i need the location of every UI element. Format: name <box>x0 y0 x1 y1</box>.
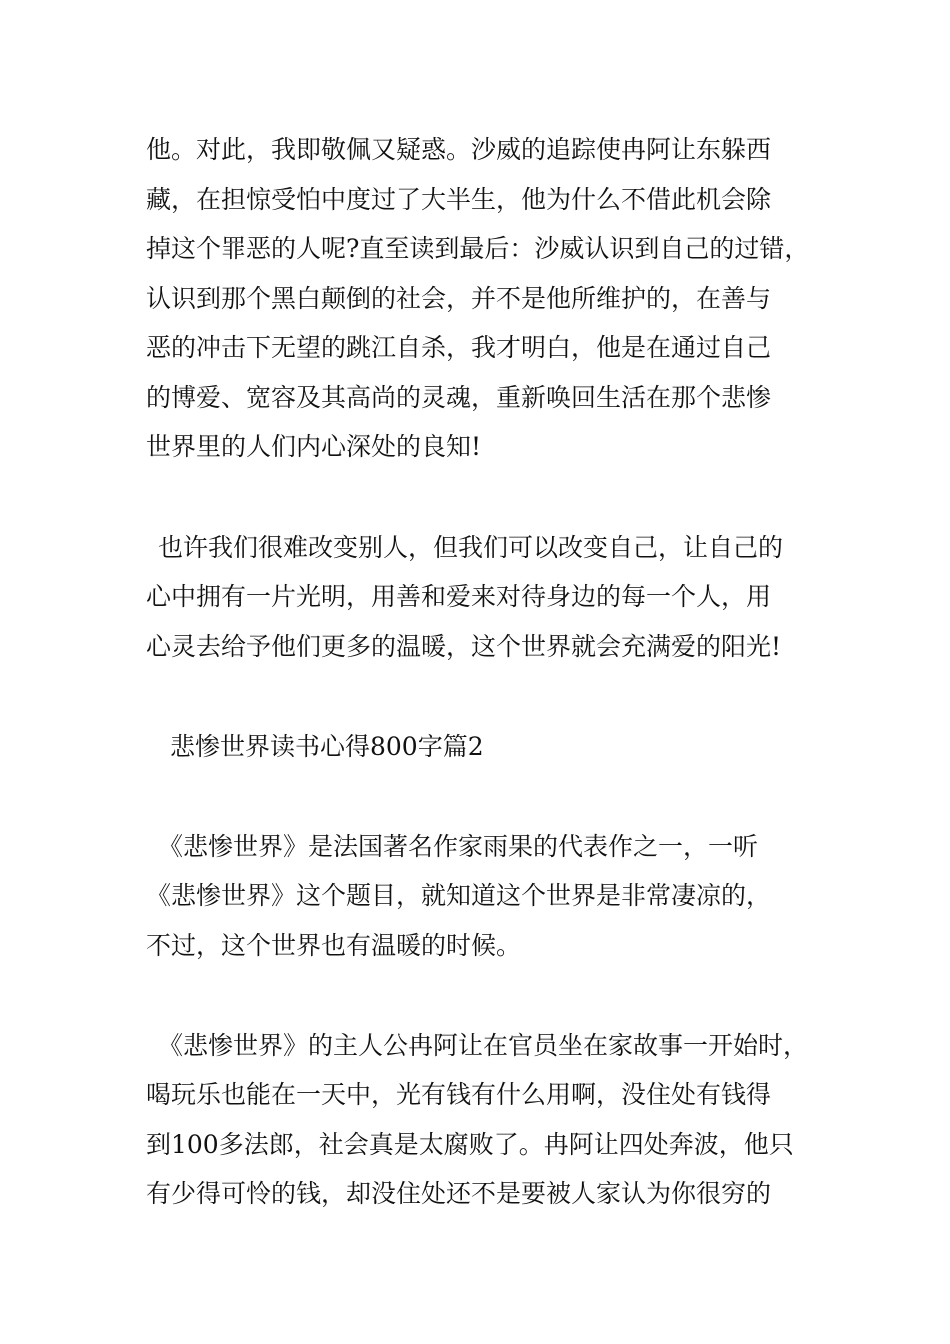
text-line: 心中拥有一片光明，用善和爱来对待身边的每一个人，用 <box>146 582 772 611</box>
text-line: 喝玩乐也能在一天中，光有钱有什么用啊，没住处有钱得 <box>146 1080 772 1109</box>
text-line: 有少得可怜的钱，却没住处还不是要被人家认为你很穷的 <box>146 1179 772 1208</box>
text-line: 到100多法郎，社会真是太腐败了。冉阿让四处奔波，他只 <box>146 1130 794 1159</box>
text-line: 不过，这个世界也有温暖的时候。 <box>146 931 522 960</box>
text-line: 他。对此，我即敬佩又疑惑。沙威的追踪使冉阿让东躲西 <box>146 135 772 164</box>
text-line: 《悲惨世界》这个题目，就知道这个世界是非常凄凉的， <box>146 881 772 910</box>
text-line: 也许我们很难改变别人，但我们可以改变自己，让自己的 <box>158 533 784 562</box>
text-line: 《悲惨世界》是法国著名作家雨果的代表作之一，一听 <box>158 832 759 861</box>
text-line: 藏，在担惊受怕中度过了大半生，他为什么不借此机会除 <box>146 185 772 214</box>
text-line: 掉这个罪恶的人呢?直至读到最后：沙威认识到自己的过错， <box>146 234 810 263</box>
section-heading: 悲惨世界读书心得800字篇2 <box>170 732 484 761</box>
text-line: 世界里的人们内心深处的良知! <box>146 432 482 461</box>
text-line: 的博爱、宽容及其高尚的灵魂，重新唤回生活在那个悲惨 <box>146 383 772 412</box>
text-line: 认识到那个黑白颠倒的社会，并不是他所维护的，在善与 <box>146 284 772 313</box>
text-line: 《悲惨世界》的主人公冉阿让在官员坐在家故事一开始时， <box>158 1031 809 1060</box>
text-line: 恶的冲击下无望的跳江自杀，我才明白，他是在通过自己 <box>146 333 772 362</box>
text-line: 心灵去给予他们更多的温暖，这个世界就会充满爱的阳光! <box>146 632 782 661</box>
